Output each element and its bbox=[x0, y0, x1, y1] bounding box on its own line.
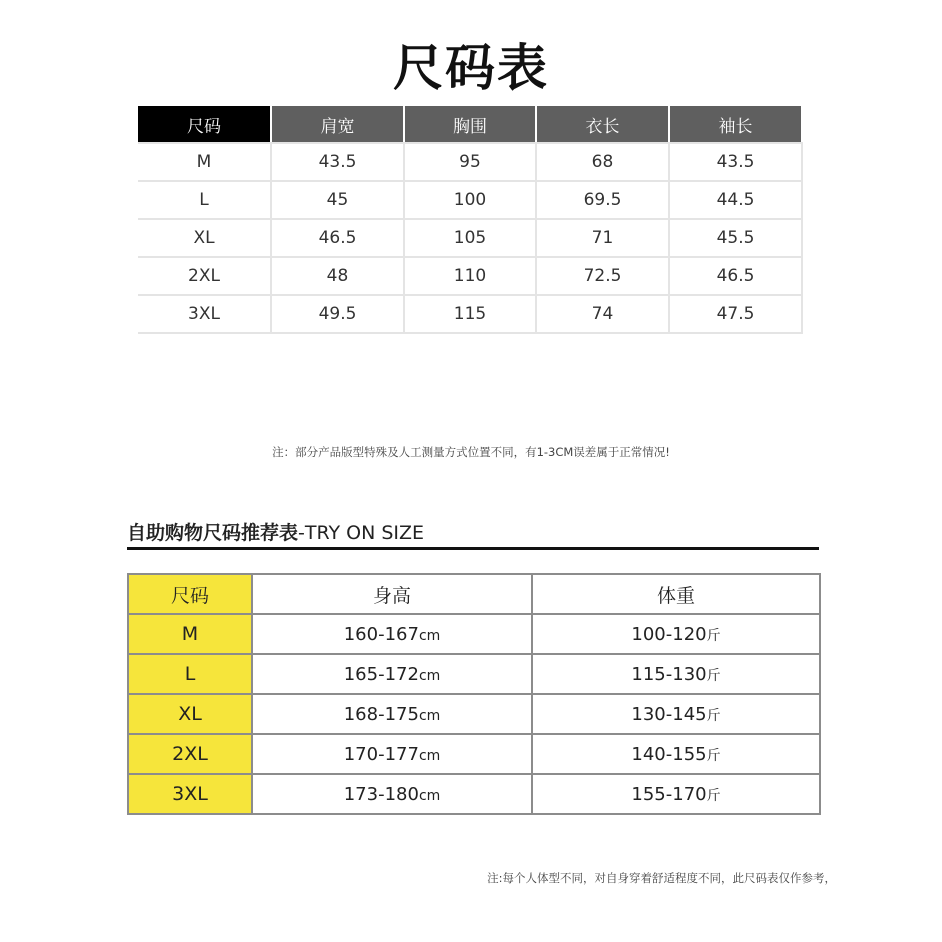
height-range: 160-167 bbox=[343, 623, 419, 645]
table-cell: 74 bbox=[536, 295, 669, 333]
height-cell bbox=[252, 774, 532, 814]
height-unit: cm bbox=[418, 667, 441, 684]
table-row bbox=[128, 654, 820, 694]
size-cell: XL bbox=[128, 694, 252, 734]
table-cell: XL bbox=[138, 219, 271, 257]
table-cell: 2XL bbox=[138, 257, 271, 295]
weight-unit: 斤 bbox=[706, 667, 721, 684]
table-cell: 105 bbox=[404, 219, 536, 257]
table-row bbox=[128, 694, 820, 734]
weight-unit: 斤 bbox=[706, 747, 721, 764]
height-cell bbox=[252, 694, 532, 734]
table-row bbox=[128, 614, 820, 654]
weight-range: 100-120 bbox=[631, 623, 707, 645]
recommend-heading-en: -TRY ON SIZE bbox=[298, 522, 425, 544]
size-cell: 2XL bbox=[128, 734, 252, 774]
size-chart-header-sleeve: 袖长 bbox=[669, 106, 802, 143]
height-range: 173-180 bbox=[343, 783, 419, 805]
table-cell: 45.5 bbox=[669, 219, 802, 257]
table-row bbox=[138, 295, 802, 333]
weight-unit: 斤 bbox=[706, 627, 721, 644]
weight-cell bbox=[532, 614, 820, 654]
size-chart-table bbox=[138, 106, 803, 334]
weight-cell bbox=[532, 774, 820, 814]
weight-cell bbox=[532, 734, 820, 774]
table-cell: 72.5 bbox=[536, 257, 669, 295]
table-cell: 47.5 bbox=[669, 295, 802, 333]
weight-cell bbox=[532, 654, 820, 694]
table-cell: 100 bbox=[404, 181, 536, 219]
recommend-header-height: 身高 bbox=[252, 574, 532, 614]
size-chart-header-size: 尺码 bbox=[138, 106, 271, 143]
table-cell: 3XL bbox=[138, 295, 271, 333]
page-title: 尺码表 bbox=[393, 39, 549, 97]
height-range: 165-172 bbox=[343, 663, 419, 685]
height-cell bbox=[252, 654, 532, 694]
measurement-note: 注：部分产品版型特殊及人工测量方式位置不同，有1-3CM误差属于正常情况! bbox=[272, 445, 670, 459]
table-cell: 71 bbox=[536, 219, 669, 257]
weight-range: 115-130 bbox=[631, 663, 707, 685]
weight-cell bbox=[532, 694, 820, 734]
table-cell: 48 bbox=[271, 257, 404, 295]
size-cell: M bbox=[128, 614, 252, 654]
table-cell: 69.5 bbox=[536, 181, 669, 219]
recommend-heading bbox=[127, 518, 424, 545]
height-cell bbox=[252, 734, 532, 774]
table-cell: 43.5 bbox=[271, 143, 404, 181]
weight-range: 140-155 bbox=[631, 743, 707, 765]
table-cell: 46.5 bbox=[271, 219, 404, 257]
height-unit: cm bbox=[418, 747, 441, 764]
size-chart-header-row bbox=[138, 106, 802, 143]
table-cell: 46.5 bbox=[669, 257, 802, 295]
weight-range: 155-170 bbox=[631, 783, 707, 805]
table-row bbox=[138, 181, 802, 219]
table-cell: 49.5 bbox=[271, 295, 404, 333]
table-row bbox=[128, 774, 820, 814]
weight-unit: 斤 bbox=[706, 707, 721, 724]
recommend-header-weight: 体重 bbox=[532, 574, 820, 614]
heading-divider bbox=[127, 547, 819, 550]
size-chart-header-shoulder: 肩宽 bbox=[271, 106, 404, 143]
table-cell: 95 bbox=[404, 143, 536, 181]
height-unit: cm bbox=[418, 707, 441, 724]
size-chart-header-length: 衣长 bbox=[536, 106, 669, 143]
size-cell: L bbox=[128, 654, 252, 694]
table-row bbox=[138, 143, 802, 181]
recommend-header-row bbox=[128, 574, 820, 614]
height-unit: cm bbox=[418, 627, 441, 644]
height-unit: cm bbox=[418, 787, 441, 804]
height-range: 170-177 bbox=[343, 743, 419, 765]
height-cell bbox=[252, 614, 532, 654]
reference-note: 注:每个人体型不同，对自身穿着舒适程度不同，此尺码表仅作参考， bbox=[487, 871, 836, 885]
height-range: 168-175 bbox=[343, 703, 419, 725]
table-cell: 44.5 bbox=[669, 181, 802, 219]
table-cell: 110 bbox=[404, 257, 536, 295]
recommend-header-size: 尺码 bbox=[128, 574, 252, 614]
table-row bbox=[138, 257, 802, 295]
size-cell: 3XL bbox=[128, 774, 252, 814]
table-row bbox=[138, 219, 802, 257]
weight-unit: 斤 bbox=[706, 787, 721, 804]
table-cell: M bbox=[138, 143, 271, 181]
table-cell: 115 bbox=[404, 295, 536, 333]
size-chart-header-chest: 胸围 bbox=[404, 106, 536, 143]
recommend-heading-cn: 自助购物尺码推荐表 bbox=[127, 522, 299, 544]
table-cell: 68 bbox=[536, 143, 669, 181]
weight-range: 130-145 bbox=[631, 703, 707, 725]
table-cell: 43.5 bbox=[669, 143, 802, 181]
table-cell: 45 bbox=[271, 181, 404, 219]
table-cell: L bbox=[138, 181, 271, 219]
table-row bbox=[128, 734, 820, 774]
recommend-table bbox=[127, 573, 821, 815]
